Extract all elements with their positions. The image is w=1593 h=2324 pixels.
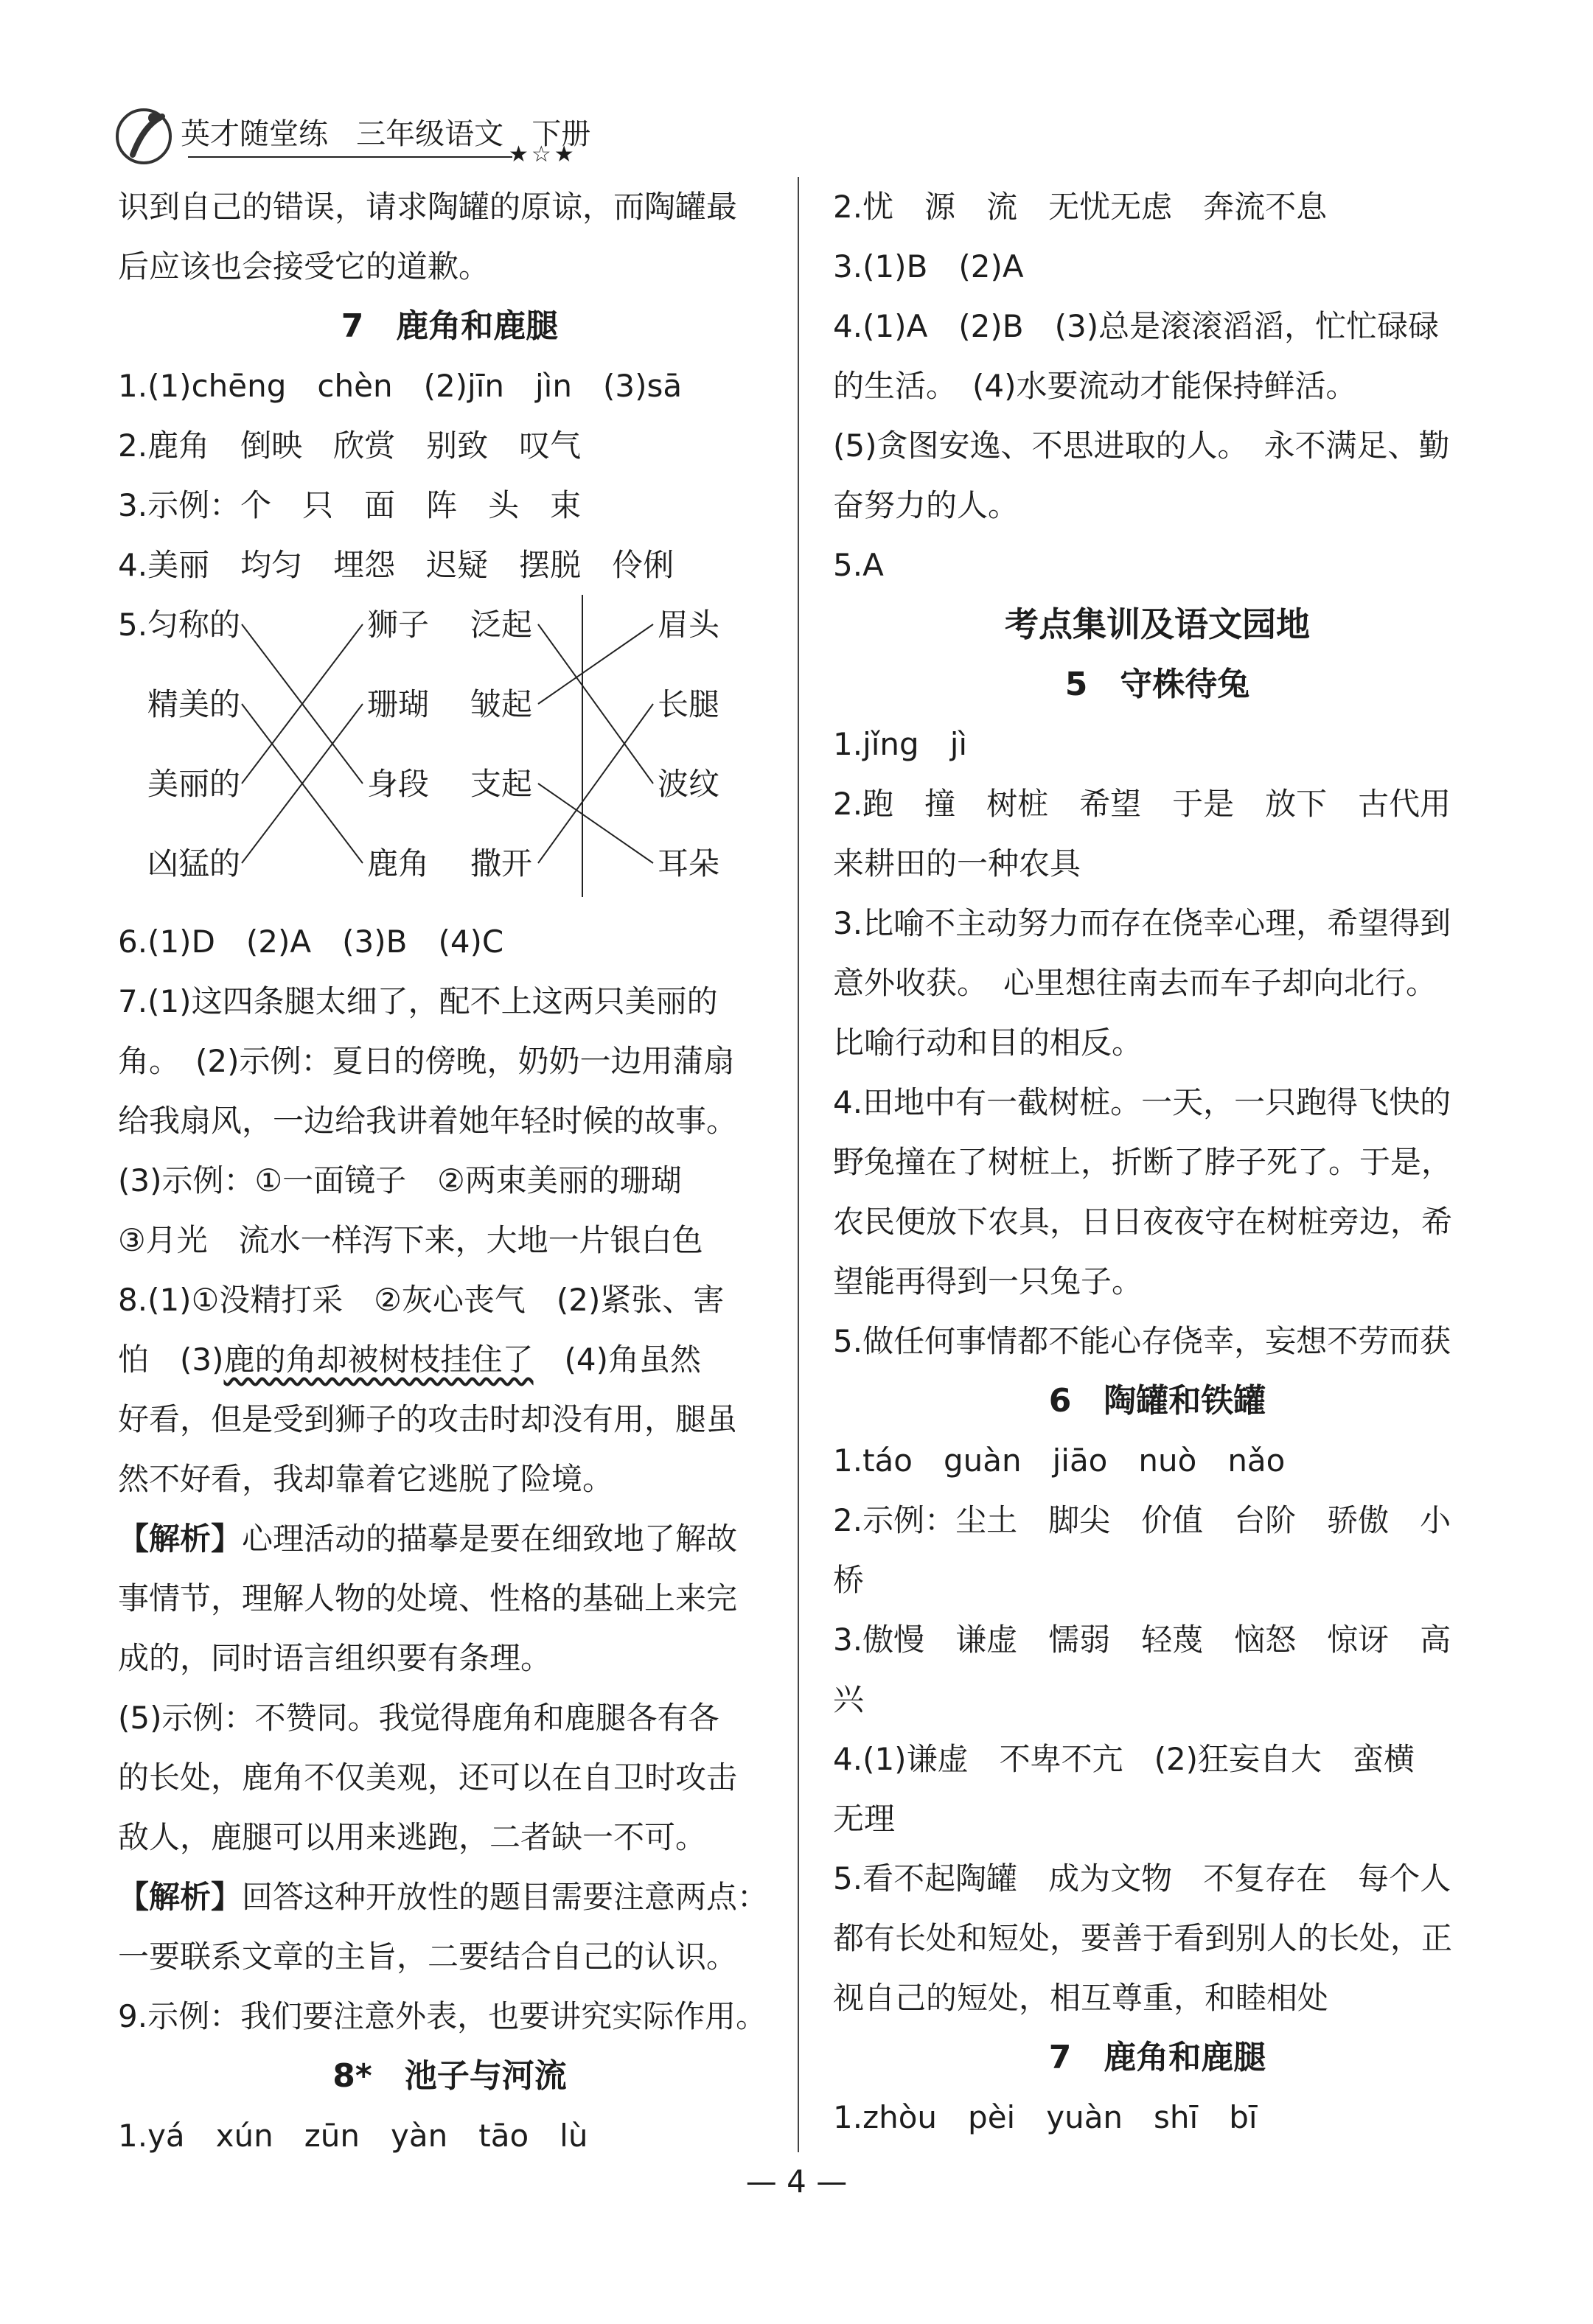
page-header: [111, 103, 700, 170]
answer-line: 4.(1)谦虚 不卑不亢 (2)狂妄自大 蛮横: [833, 1741, 1415, 1777]
answer-line: 农民便放下农具，日日夜夜守在树桩旁边，希: [833, 1204, 1453, 1240]
answer-line: 1.yá xún zūn yàn tāo lù: [118, 2118, 588, 2154]
match-word: 狮子: [367, 607, 430, 643]
match-word: 眉头: [658, 607, 720, 643]
answer-line: 无理: [833, 1801, 896, 1837]
right-column: [833, 177, 1482, 2147]
match-word: 耳朵: [658, 845, 720, 882]
analysis-line: 一要联系文章的主旨，二要结合自己的认识。: [118, 1939, 738, 1975]
match-word: 凶猛的: [147, 845, 241, 882]
answer-line: 4.田地中有一截树桩。一天，一只跑得飞快的: [833, 1084, 1451, 1120]
answer-line: 1.(1)chēng chèn (2)jīn jìn (3)sā: [118, 368, 683, 404]
section-title: 8* 池子与河流: [332, 2057, 567, 2095]
answer-line: (5)贪图安逸、不思进取的人。 永不满足、勤: [833, 428, 1450, 464]
answer-line: 7.(1)这四条腿太细了，配不上这两只美丽的: [118, 983, 718, 1019]
section-title: 6 陶罐和铁罐: [1048, 1382, 1266, 1420]
answer-line: 意外收获。 心里想往南去而车子却向北行。: [833, 965, 1437, 1001]
match-word: 泛起: [470, 607, 533, 643]
answer-line: 野兔撞在了树桩上，折断了脖子死了。于是，: [833, 1144, 1453, 1180]
answer-line: 2.忧 源 流 无忧无虑 奔流不息: [833, 189, 1328, 225]
match-word: 美丽的: [147, 766, 241, 802]
match-word: 支起: [470, 766, 533, 802]
analysis-line: 【解析】心理活动的描摹是要在细致地了解故: [118, 1521, 738, 1557]
header-stars: ★☆★: [509, 142, 577, 167]
text-line: 后应该也会接受它的道歉。: [118, 248, 490, 285]
answer-line: 的生活。 (4)水要流动才能保持鲜活。: [833, 368, 1357, 404]
analysis-line: 事情节，理解人物的处境、性格的基础上来完: [118, 1580, 738, 1616]
answer-line: 的长处，鹿角不仅美观，还可以在自卫时攻击: [118, 1759, 738, 1796]
answer-line: 3.比喻不主动努力而存在侥幸心理，希望得到: [833, 905, 1451, 941]
answer-line: 来耕田的一种农具: [833, 845, 1081, 882]
answer-line: 5.做任何事情都不能心存侥幸，妄想不劳而获: [833, 1323, 1451, 1359]
analysis-line: 成的，同时语言组织要有条理。: [118, 1640, 552, 1676]
match-word: 匀称的: [147, 607, 241, 643]
major-section-title: 考点集训及语文园地: [1005, 604, 1310, 644]
header-title: 英才随堂练 三年级语文 下册: [181, 117, 591, 151]
section-title: 7 鹿角和鹿腿: [341, 307, 559, 345]
left-column: [118, 177, 781, 2166]
section-title: 7 鹿角和鹿腿: [1048, 2039, 1266, 2076]
answer-line: 然不好看，我却靠着它逃脱了险境。: [118, 1461, 614, 1497]
analysis-tag: 【解析】: [118, 1879, 243, 1915]
matching-exercise: [118, 595, 781, 912]
answer-line: 8.(1)①没精打采 ②灰心丧气 (2)紧张、害: [118, 1282, 725, 1318]
answer-line: 2.示例：尘土 脚尖 价值 台阶 骄傲 小: [833, 1502, 1451, 1538]
answer-line: 兴: [833, 1681, 865, 1717]
answer-line: ③月光 流水一样泻下来，大地一片银白色: [118, 1222, 703, 1258]
answer-line: 4.美丽 均匀 埋怨 迟疑 摆脱 伶俐: [118, 547, 675, 583]
match-word: 精美的: [147, 686, 241, 722]
answer-line: 望能再得到一只兔子。: [833, 1263, 1143, 1299]
match-word: 长腿: [658, 686, 720, 722]
wavy-underlined-text: 鹿的角却被树枝挂住了: [223, 1341, 534, 1378]
answer-line: 比喻行动和目的相反。: [833, 1025, 1143, 1061]
answer-line: 给我扇风，一边给我讲着她年轻时候的故事。: [118, 1103, 738, 1139]
answer-line: 3.(1)B (2)A: [833, 248, 1024, 285]
analysis-tag: 【解析】: [118, 1521, 243, 1557]
text-line: 识到自己的错误，请求陶罐的原谅，而陶罐最: [118, 189, 738, 225]
answer-line: 奋努力的人。: [833, 487, 1019, 523]
answer-line: 5.看不起陶罐 成为文物 不复存在 每个人: [833, 1860, 1451, 1896]
column-divider: [798, 177, 799, 2152]
answer-line: 2.跑 撞 树桩 希望 于是 放下 古代用: [833, 786, 1451, 822]
header-rule: [188, 156, 512, 158]
analysis-line: 【解析】回答这种开放性的题目需要注意两点：: [118, 1879, 769, 1915]
answer-line: 1.jǐng jì: [833, 726, 968, 762]
match-word: 珊瑚: [367, 686, 430, 722]
section-title: 5 守株待兔: [1064, 666, 1250, 703]
answer-line: 1.zhòu pèi yuàn shī bī: [833, 2099, 1258, 2135]
answer-line: 视自己的短处，相互尊重，和睦相处: [833, 1980, 1329, 2016]
match-word: 皱起: [470, 686, 533, 722]
answer-line: 9.示例：我们要注意外表，也要讲究实际作用。: [118, 1998, 767, 2034]
answer-line: 1.táo guàn jiāo nuò nǎo: [833, 1442, 1286, 1479]
matching-lines: [118, 595, 781, 912]
answer-line: 桥: [833, 1562, 865, 1598]
match-word: 身段: [367, 766, 430, 802]
answer-line: 3.示例：个 只 面 阵 头 束: [118, 487, 582, 523]
book-logo-icon: [111, 103, 177, 170]
match-word: 鹿角: [367, 845, 430, 882]
answer-line: 5.A: [833, 547, 884, 583]
answer-line: 都有长处和短处，要善于看到别人的长处，正: [833, 1920, 1453, 1956]
match-word: 波纹: [658, 766, 720, 802]
answer-line: (3)示例：①一面镜子 ②两束美丽的珊瑚: [118, 1162, 682, 1198]
answer-line: 4.(1)A (2)B (3)总是滚滚滔滔，忙忙碌碌: [833, 308, 1440, 344]
answer-line: 6.(1)D (2)A (3)B (4)C: [118, 924, 504, 960]
answer-line: 角。 (2)示例：夏日的傍晚，奶奶一边用蒲扇: [118, 1043, 735, 1079]
answer-line: (5)示例：不赞同。我觉得鹿角和鹿腿各有各: [118, 1700, 719, 1736]
page-number: — 4 —: [745, 2163, 848, 2199]
answer-line: 敌人，鹿腿可以用来逃跑，二者缺一不可。: [118, 1819, 707, 1855]
answer-line: 好看，但是受到狮子的攻击时却没有用，腿虽: [118, 1401, 738, 1437]
answer-line: 怕 (3)鹿的角却被树枝挂住了 (4)角虽然: [118, 1341, 702, 1378]
answer-line: 2.鹿角 倒映 欣赏 别致 叹气: [118, 428, 582, 464]
answer-line: 3.傲慢 谦虚 懦弱 轻蔑 恼怒 惊讶 高: [833, 1622, 1451, 1658]
question-number: 5.: [118, 607, 148, 643]
match-word: 撒开: [470, 845, 533, 882]
